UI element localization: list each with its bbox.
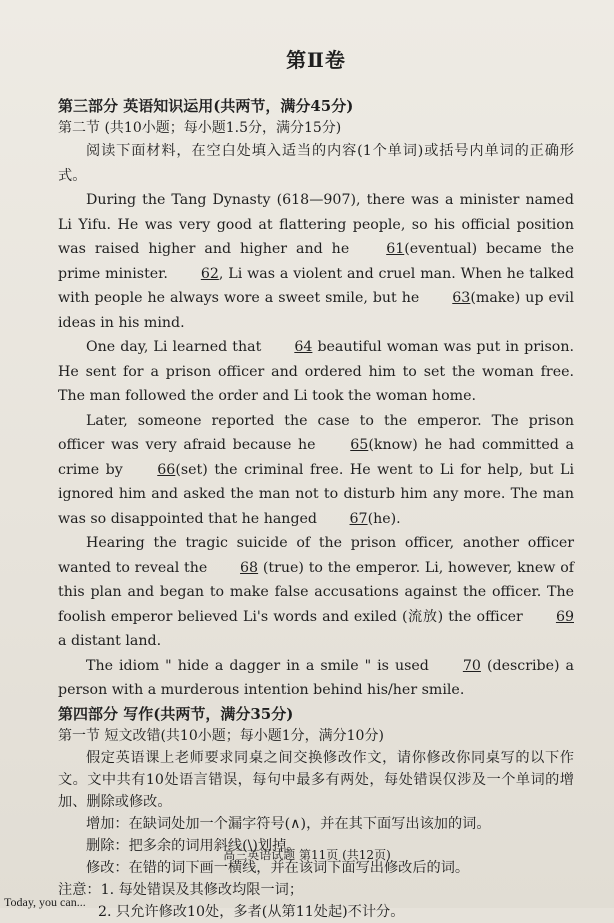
blank-68: 68 xyxy=(240,559,259,576)
instruction: 阅读下面材料，在空白处填入适当的内容(1个单词)或括号内单词的正确形式。 xyxy=(58,143,574,184)
part4-section1: 第一节 短文改错(共10小题；每小题1分，满分10分) xyxy=(58,727,384,744)
note-2: 2. 只允许修改10处，多者(从第11处起)不计分。 xyxy=(98,903,405,920)
passage-text: (make) up evil ideas in his mind. xyxy=(58,290,574,331)
passage-text: (he). xyxy=(367,510,401,527)
passage-paragraph-1 xyxy=(58,188,574,335)
passage-text: During the Tang Dynasty (618—907), there was a minister named Li Yifu. He was very good at flattering people, so his official position was raised higher and higher and he xyxy=(58,192,574,257)
passage-text: Hearing the tragic suicide of the prison officer, another officer wanted to reveal the xyxy=(58,535,574,576)
part4-heading: 第四部分 写作(共两节，满分35分) xyxy=(58,704,294,723)
blank-67: 67 xyxy=(349,510,368,527)
blank-66: 66 xyxy=(157,461,176,478)
delete-rule: 删除：把多余的词用斜线(\)划掉。 xyxy=(86,837,301,854)
passage-text: , Li was a violent and cruel man. When he talked with people he always wore a sweet smile, but he xyxy=(58,265,574,306)
blank-62: 62 xyxy=(200,265,219,282)
cut-off-text: Today, you can... xyxy=(4,895,86,909)
passage-text: (set) the criminal free. He went to Li for help, but Li ignored him and asked the man not to disturb him any more. The man was so disappointed that he hanged xyxy=(58,461,574,527)
passage-paragraph-3 xyxy=(58,409,574,532)
passage-text: beautiful woman was put in prison. He sent for a prison officer and ordered him to set the woman free. The man followed the order and Li took the woman home. xyxy=(58,339,574,404)
passage-text: (describe) a person with a murderous intention behind his/her smile. xyxy=(58,657,574,698)
passage-text: The idiom " hide a dagger in a smile " is used xyxy=(86,657,429,674)
page-footer: 高三英语试题 第11页 (共12页) xyxy=(223,848,391,862)
passage-paragraph-5 xyxy=(58,654,574,703)
blank-69: 69 xyxy=(555,608,574,625)
correction-instructions xyxy=(58,747,574,923)
passage-text: a distant land. xyxy=(58,633,162,649)
blank-65: 65 xyxy=(350,437,369,453)
passage-text: (know) he had committed a crime by xyxy=(58,437,574,478)
blank-63: 63 xyxy=(452,290,471,306)
passage-paragraph-2 xyxy=(58,335,574,409)
passage-text: (eventual) became the prime minister. xyxy=(58,241,575,282)
modify-rule: 修改：在错的词下画一横线，并在该词下面写出修改后的词。 xyxy=(86,859,470,876)
passage-text: Later, someone reported the case to the emperor. The prison officer was very afraid because he xyxy=(58,412,574,453)
part3-section2: 第二节 (共10小题；每小题1.5分，满分15分) xyxy=(58,120,342,136)
correction-intro: 假定英语课上老师要求同桌之间交换修改作文，请你修改你同桌写的以下作文。文中共有10处语言错误，每句中最多有两处，每处错误仅涉及一个单词的增加、删除或修改。 xyxy=(58,749,574,810)
blank-64: 64 xyxy=(294,339,313,355)
paper-title: 第Ⅱ卷 xyxy=(286,48,346,72)
blank-61: 61 xyxy=(386,241,405,257)
passage-text: (true) to the emperor. Li, however, knew of this plan and began to make false accusations against the officer. The foolish emperor believed Li's words and exiled (流放) the officer xyxy=(58,559,575,625)
blank-70: 70 xyxy=(462,657,481,674)
add-rule: 增加：在缺词处加一个漏字符号(∧)，并在其下面写出该加的词。 xyxy=(86,815,491,832)
passage-paragraph-4 xyxy=(58,531,574,654)
passage-text: One day, Li learned that xyxy=(86,339,262,355)
note-1: 注意：1. 每处错误及其修改均限一词； xyxy=(58,881,304,898)
part3-heading: 第三部分 英语知识运用(共两节，满分45分) xyxy=(58,97,354,115)
